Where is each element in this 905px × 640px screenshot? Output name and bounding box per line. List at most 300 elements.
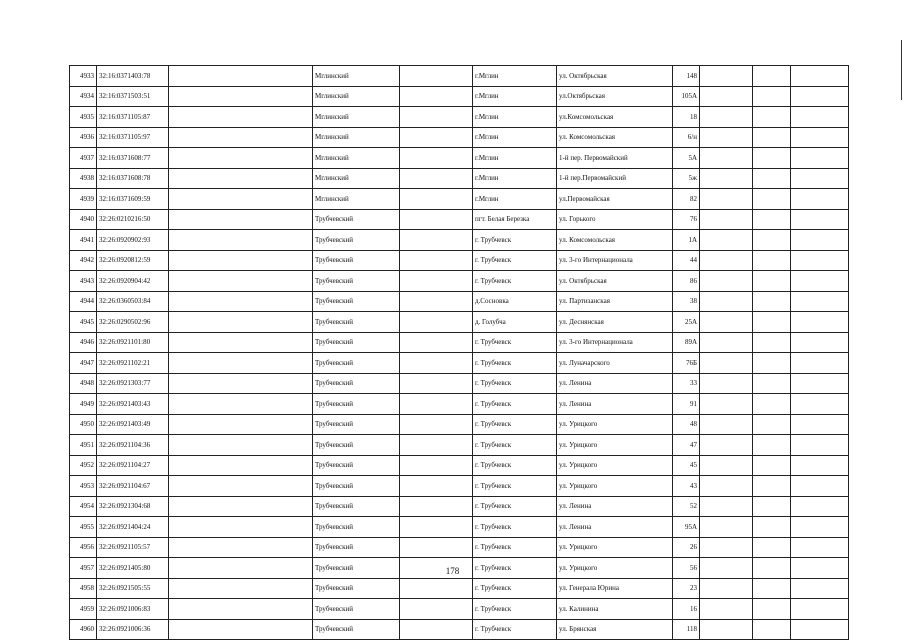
blank-cell — [700, 209, 753, 230]
blank-cell — [791, 578, 849, 599]
settlement-cell: г.Мглин — [473, 127, 557, 148]
settlement-cell: г. Трубчевск — [473, 558, 557, 579]
blank-cell — [700, 599, 753, 620]
house-number-cell: 118 — [673, 619, 700, 640]
settlement-cell: д.Сосновка — [473, 291, 557, 312]
district-cell: Трубчевский — [313, 332, 400, 353]
house-number-cell: 1А — [673, 230, 700, 251]
blank-cell — [400, 189, 473, 210]
cadastral-number-cell: 32:26:0921006:83 — [97, 599, 169, 620]
row-number-cell: 4946 — [70, 332, 97, 353]
row-number-cell: 4949 — [70, 394, 97, 415]
settlement-cell: г. Трубчевск — [473, 373, 557, 394]
cadastral-number-cell: 32:26:0921104:27 — [97, 455, 169, 476]
blank-cell — [700, 455, 753, 476]
cadastral-number-cell: 32:26:0921304:68 — [97, 496, 169, 517]
table-row — [70, 435, 849, 456]
cadastral-number-cell: 32:26:0210216:50 — [97, 209, 169, 230]
district-cell: Трубчевский — [313, 230, 400, 251]
table-row — [70, 476, 849, 497]
blank-cell — [400, 414, 473, 435]
row-number-cell: 4947 — [70, 353, 97, 374]
table-row — [70, 414, 849, 435]
district-cell: Трубчевский — [313, 455, 400, 476]
settlement-cell: г. Трубчевск — [473, 353, 557, 374]
house-number-cell: 43 — [673, 476, 700, 497]
blank-cell — [791, 537, 849, 558]
blank-cell — [753, 599, 791, 620]
blank-cell — [400, 476, 473, 497]
district-cell: Трубчевский — [313, 435, 400, 456]
table-row — [70, 332, 849, 353]
blank-cell — [700, 414, 753, 435]
house-number-cell: 89А — [673, 332, 700, 353]
street-cell: ул. Деснянская — [557, 312, 673, 333]
street-cell: ул. 3-го Интернационала — [557, 250, 673, 271]
blank-cell — [169, 517, 313, 538]
row-number-cell: 4941 — [70, 230, 97, 251]
blank-cell — [753, 353, 791, 374]
settlement-cell: г. Трубчевск — [473, 517, 557, 538]
table-row — [70, 353, 849, 374]
blank-cell — [791, 230, 849, 251]
district-cell: Мглинский — [313, 148, 400, 169]
blank-cell — [791, 66, 849, 87]
blank-cell — [791, 455, 849, 476]
row-number-cell: 4951 — [70, 435, 97, 456]
settlement-cell: г. Трубчевск — [473, 496, 557, 517]
blank-cell — [791, 148, 849, 169]
table-row — [70, 127, 849, 148]
table-row — [70, 107, 849, 128]
house-number-cell: 56 — [673, 558, 700, 579]
row-number-cell: 4945 — [70, 312, 97, 333]
blank-cell — [791, 353, 849, 374]
street-cell: ул. Урицкого — [557, 476, 673, 497]
blank-cell — [791, 127, 849, 148]
row-number-cell: 4938 — [70, 168, 97, 189]
blank-cell — [169, 353, 313, 374]
street-cell: ул. Комсомольская — [557, 230, 673, 251]
district-cell: Трубчевский — [313, 414, 400, 435]
house-number-cell: 5ж — [673, 168, 700, 189]
blank-cell — [753, 86, 791, 107]
row-number-cell: 4933 — [70, 66, 97, 87]
settlement-cell: г.Мглин — [473, 168, 557, 189]
blank-cell — [400, 66, 473, 87]
blank-cell — [791, 291, 849, 312]
district-cell: Мглинский — [313, 107, 400, 128]
cadastral-number-cell: 32:26:0921102:21 — [97, 353, 169, 374]
blank-cell — [753, 148, 791, 169]
settlement-cell: г. Трубчевск — [473, 332, 557, 353]
blank-cell — [169, 66, 313, 87]
blank-cell — [753, 578, 791, 599]
blank-cell — [791, 496, 849, 517]
district-cell: Мглинский — [313, 127, 400, 148]
blank-cell — [700, 496, 753, 517]
blank-cell — [169, 189, 313, 210]
table-row — [70, 189, 849, 210]
table-row — [70, 250, 849, 271]
row-number-cell: 4959 — [70, 599, 97, 620]
row-number-cell: 4950 — [70, 414, 97, 435]
blank-cell — [169, 537, 313, 558]
table-row — [70, 291, 849, 312]
blank-cell — [791, 271, 849, 292]
house-number-cell: 18 — [673, 107, 700, 128]
blank-cell — [791, 414, 849, 435]
street-cell: ул. Урицкого — [557, 558, 673, 579]
table-row — [70, 209, 849, 230]
blank-cell — [753, 189, 791, 210]
table-row — [70, 148, 849, 169]
district-cell: Мглинский — [313, 168, 400, 189]
blank-cell — [169, 127, 313, 148]
blank-cell — [400, 312, 473, 333]
settlement-cell: г.Мглин — [473, 148, 557, 169]
blank-cell — [400, 107, 473, 128]
row-number-cell: 4953 — [70, 476, 97, 497]
table-row — [70, 168, 849, 189]
blank-cell — [753, 373, 791, 394]
cadastral-number-cell: 32:26:0360503:84 — [97, 291, 169, 312]
blank-cell — [700, 107, 753, 128]
blank-cell — [700, 250, 753, 271]
settlement-cell: г. Трубчевск — [473, 271, 557, 292]
district-cell: Трубчевский — [313, 537, 400, 558]
registry-table-body — [70, 66, 849, 640]
table-row — [70, 496, 849, 517]
house-number-cell: 26 — [673, 537, 700, 558]
district-cell: Трубчевский — [313, 312, 400, 333]
page-number: 178 — [445, 566, 460, 576]
blank-cell — [700, 291, 753, 312]
house-number-cell: 76 — [673, 209, 700, 230]
house-number-cell: 47 — [673, 435, 700, 456]
blank-cell — [791, 86, 849, 107]
district-cell: Трубчевский — [313, 599, 400, 620]
registry-table — [69, 65, 849, 640]
blank-cell — [700, 230, 753, 251]
street-cell: ул. Октябрьская — [557, 66, 673, 87]
row-number-cell: 4934 — [70, 86, 97, 107]
cadastral-number-cell: 32:26:0921303:77 — [97, 373, 169, 394]
settlement-cell: г. Трубчевск — [473, 476, 557, 497]
district-cell: Трубчевский — [313, 373, 400, 394]
house-number-cell: 38 — [673, 291, 700, 312]
blank-cell — [791, 168, 849, 189]
table-row — [70, 86, 849, 107]
blank-cell — [791, 517, 849, 538]
blank-cell — [791, 332, 849, 353]
house-number-cell: 5А — [673, 148, 700, 169]
blank-cell — [791, 312, 849, 333]
street-cell: ул.Октябрьская — [557, 86, 673, 107]
district-cell: Трубчевский — [313, 476, 400, 497]
cadastral-number-cell: 32:26:0921505:55 — [97, 578, 169, 599]
table-row — [70, 66, 849, 87]
row-number-cell: 4958 — [70, 578, 97, 599]
street-cell: 1-й пер.Первомайский — [557, 168, 673, 189]
blank-cell — [753, 66, 791, 87]
blank-cell — [753, 312, 791, 333]
settlement-cell: г. Трубчевск — [473, 230, 557, 251]
cadastral-number-cell: 32:16:0371503:51 — [97, 86, 169, 107]
settlement-cell: г. Трубчевск — [473, 537, 557, 558]
cadastral-number-cell: 32:26:0290502:96 — [97, 312, 169, 333]
house-number-cell: 91 — [673, 394, 700, 415]
blank-cell — [753, 414, 791, 435]
street-cell: ул. Ленина — [557, 496, 673, 517]
cadastral-number-cell: 32:26:0920812:59 — [97, 250, 169, 271]
blank-cell — [753, 107, 791, 128]
settlement-cell: г.Мглин — [473, 86, 557, 107]
blank-cell — [753, 537, 791, 558]
cadastral-number-cell: 32:26:0921101:80 — [97, 332, 169, 353]
cadastral-number-cell: 32:26:0921405:80 — [97, 558, 169, 579]
blank-cell — [400, 230, 473, 251]
blank-cell — [700, 332, 753, 353]
blank-cell — [791, 476, 849, 497]
blank-cell — [169, 168, 313, 189]
row-number-cell: 4948 — [70, 373, 97, 394]
table-row — [70, 230, 849, 251]
row-number-cell: 4937 — [70, 148, 97, 169]
blank-cell — [169, 435, 313, 456]
blank-cell — [753, 619, 791, 640]
blank-cell — [169, 414, 313, 435]
blank-cell — [753, 250, 791, 271]
blank-cell — [700, 127, 753, 148]
street-cell: ул. Ленина — [557, 517, 673, 538]
street-cell: 1-й пер. Первомайский — [557, 148, 673, 169]
blank-cell — [753, 394, 791, 415]
blank-cell — [753, 127, 791, 148]
blank-cell — [791, 189, 849, 210]
street-cell: ул. 3-го Интернационала — [557, 332, 673, 353]
cadastral-number-cell: 32:16:0371105:97 — [97, 127, 169, 148]
cadastral-number-cell: 32:16:0371608:78 — [97, 168, 169, 189]
blank-cell — [400, 209, 473, 230]
row-number-cell: 4935 — [70, 107, 97, 128]
blank-cell — [400, 517, 473, 538]
table-row — [70, 394, 849, 415]
street-cell: ул. Комсомольская — [557, 127, 673, 148]
street-cell: ул. Ленина — [557, 394, 673, 415]
house-number-cell: 148 — [673, 66, 700, 87]
blank-cell — [400, 394, 473, 415]
blank-cell — [700, 86, 753, 107]
street-cell: ул. Ленина — [557, 373, 673, 394]
blank-cell — [753, 476, 791, 497]
table-row — [70, 271, 849, 292]
blank-cell — [400, 127, 473, 148]
blank-cell — [169, 496, 313, 517]
table-row — [70, 619, 849, 640]
settlement-cell: г. Трубчевск — [473, 435, 557, 456]
row-number-cell: 4939 — [70, 189, 97, 210]
row-number-cell: 4957 — [70, 558, 97, 579]
row-number-cell: 4943 — [70, 271, 97, 292]
blank-cell — [791, 107, 849, 128]
blank-cell — [400, 496, 473, 517]
blank-cell — [753, 517, 791, 538]
blank-cell — [700, 394, 753, 415]
blank-cell — [791, 394, 849, 415]
cadastral-number-cell: 32:16:0371105:87 — [97, 107, 169, 128]
blank-cell — [169, 107, 313, 128]
blank-cell — [791, 250, 849, 271]
blank-cell — [169, 250, 313, 271]
district-cell: Трубчевский — [313, 619, 400, 640]
settlement-cell: д. Голубча — [473, 312, 557, 333]
blank-cell — [400, 619, 473, 640]
district-cell: Трубчевский — [313, 209, 400, 230]
district-cell: Трубчевский — [313, 578, 400, 599]
blank-cell — [700, 373, 753, 394]
blank-cell — [753, 332, 791, 353]
street-cell: ул. Брянская — [557, 619, 673, 640]
district-cell: Трубчевский — [313, 353, 400, 374]
blank-cell — [700, 168, 753, 189]
blank-cell — [169, 476, 313, 497]
blank-cell — [400, 599, 473, 620]
house-number-cell: 6/н — [673, 127, 700, 148]
blank-cell — [400, 291, 473, 312]
blank-cell — [169, 578, 313, 599]
cadastral-number-cell: 32:26:0921404:24 — [97, 517, 169, 538]
blank-cell — [791, 599, 849, 620]
blank-cell — [169, 455, 313, 476]
district-cell: Трубчевский — [313, 271, 400, 292]
cadastral-number-cell: 32:16:0371609:59 — [97, 189, 169, 210]
cadastral-number-cell: 32:26:0920902:93 — [97, 230, 169, 251]
blank-cell — [700, 353, 753, 374]
settlement-cell: г. Трубчевск — [473, 250, 557, 271]
street-cell: ул.Комсомольская — [557, 107, 673, 128]
blank-cell — [169, 291, 313, 312]
street-cell: ул.Первомайская — [557, 189, 673, 210]
settlement-cell: г.Мглин — [473, 66, 557, 87]
table-row — [70, 455, 849, 476]
street-cell: ул. Октябрьская — [557, 271, 673, 292]
blank-cell — [700, 148, 753, 169]
blank-cell — [753, 271, 791, 292]
street-cell: ул. Партизанская — [557, 291, 673, 312]
blank-cell — [700, 271, 753, 292]
blank-cell — [400, 578, 473, 599]
cadastral-number-cell: 32:16:0371608:77 — [97, 148, 169, 169]
cadastral-number-cell: 32:16:0371403:78 — [97, 66, 169, 87]
blank-cell — [400, 373, 473, 394]
blank-cell — [791, 209, 849, 230]
house-number-cell: 86 — [673, 271, 700, 292]
blank-cell — [700, 476, 753, 497]
row-number-cell: 4940 — [70, 209, 97, 230]
street-cell: ул. Генерала Юрина — [557, 578, 673, 599]
house-number-cell: 23 — [673, 578, 700, 599]
district-cell: Мглинский — [313, 66, 400, 87]
blank-cell — [169, 271, 313, 292]
blank-cell — [169, 394, 313, 415]
house-number-cell: 16 — [673, 599, 700, 620]
blank-cell — [700, 578, 753, 599]
blank-cell — [753, 291, 791, 312]
house-number-cell: 25А — [673, 312, 700, 333]
row-number-cell: 4956 — [70, 537, 97, 558]
blank-cell — [700, 435, 753, 456]
district-cell: Трубчевский — [313, 394, 400, 415]
blank-cell — [753, 230, 791, 251]
row-number-cell: 4942 — [70, 250, 97, 271]
house-number-cell: 48 — [673, 414, 700, 435]
settlement-cell: г. Трубчевск — [473, 619, 557, 640]
house-number-cell: 45 — [673, 455, 700, 476]
district-cell: Мглинский — [313, 189, 400, 210]
blank-cell — [700, 312, 753, 333]
settlement-cell: г. Трубчевск — [473, 394, 557, 415]
blank-cell — [700, 189, 753, 210]
street-cell: ул. Урицкого — [557, 435, 673, 456]
district-cell: Трубчевский — [313, 291, 400, 312]
scan-edge-mark — [901, 40, 902, 100]
house-number-cell: 105А — [673, 86, 700, 107]
house-number-cell: 76Б — [673, 353, 700, 374]
table-row — [70, 599, 849, 620]
settlement-cell: г. Трубчевск — [473, 414, 557, 435]
table-row — [70, 578, 849, 599]
blank-cell — [400, 250, 473, 271]
blank-cell — [400, 168, 473, 189]
street-cell: ул. Урицкого — [557, 537, 673, 558]
settlement-cell: г.Мглин — [473, 107, 557, 128]
street-cell: ул. Горького — [557, 209, 673, 230]
table-row — [70, 517, 849, 538]
blank-cell — [753, 455, 791, 476]
cadastral-number-cell: 32:26:0921104:36 — [97, 435, 169, 456]
settlement-cell: г. Трубчевск — [473, 455, 557, 476]
cadastral-number-cell: 32:26:0921104:67 — [97, 476, 169, 497]
blank-cell — [700, 619, 753, 640]
blank-cell — [700, 66, 753, 87]
row-number-cell: 4960 — [70, 619, 97, 640]
district-cell: Трубчевский — [313, 250, 400, 271]
blank-cell — [400, 86, 473, 107]
blank-cell — [169, 599, 313, 620]
blank-cell — [400, 435, 473, 456]
settlement-cell: г.Мглин — [473, 189, 557, 210]
cadastral-number-cell: 32:26:0921006:36 — [97, 619, 169, 640]
blank-cell — [753, 209, 791, 230]
blank-cell — [400, 148, 473, 169]
house-number-cell: 95А — [673, 517, 700, 538]
cadastral-number-cell: 32:26:0921105:57 — [97, 537, 169, 558]
settlement-cell: г. Трубчевск — [473, 599, 557, 620]
house-number-cell: 33 — [673, 373, 700, 394]
cadastral-number-cell: 32:26:0921403:49 — [97, 414, 169, 435]
house-number-cell: 44 — [673, 250, 700, 271]
street-cell: ул. Луначарского — [557, 353, 673, 374]
blank-cell — [169, 86, 313, 107]
house-number-cell: 52 — [673, 496, 700, 517]
row-number-cell: 4944 — [70, 291, 97, 312]
street-cell: ул. Урицкого — [557, 455, 673, 476]
blank-cell — [400, 353, 473, 374]
row-number-cell: 4955 — [70, 517, 97, 538]
row-number-cell: 4954 — [70, 496, 97, 517]
blank-cell — [700, 537, 753, 558]
